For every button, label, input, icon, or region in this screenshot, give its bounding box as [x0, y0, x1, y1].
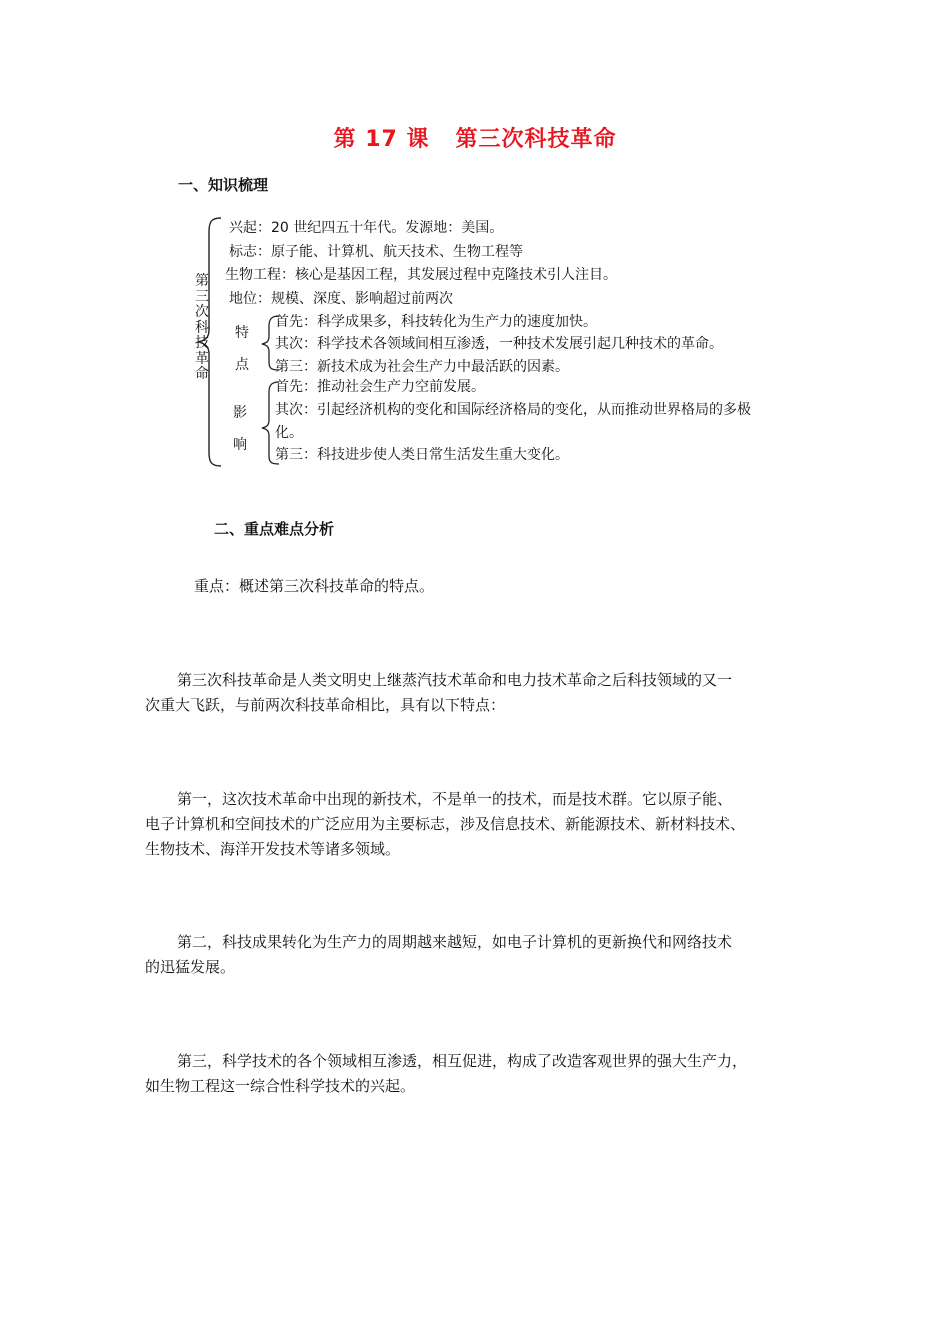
paragraph-line: 第三，科学技术的各个领域相互渗透，相互促进，构成了改造客观世界的强大生产力， — [177, 1052, 748, 1070]
feature-item: 第三：新技术成为社会生产力中最活跃的因素。 — [275, 359, 569, 375]
diagram-line-status: 地位：规模、深度、影响超过前两次 — [229, 291, 453, 307]
impact-item: 首先：推动社会生产力空前发展。 — [275, 379, 485, 395]
paragraph-line: 的迅猛发展。 — [145, 958, 236, 976]
features-label-2: 点 — [235, 357, 249, 373]
paragraph-line: 第二，科技成果转化为生产力的周期越来越短，如电子计算机的更新换代和网络技术 — [177, 933, 733, 951]
paragraph-line: 生物技术、海洋开发技术等诸多领域。 — [145, 840, 401, 858]
feature-item: 首先：科学成果多，科技转化为生产力的速度加快。 — [275, 314, 597, 330]
root-char: 次 — [195, 304, 209, 320]
section-heading-analysis: 二、重点难点分析 — [214, 520, 335, 538]
feature-paragraph-1 — [145, 787, 745, 862]
root-label — [193, 274, 211, 383]
root-char: 技 — [195, 335, 209, 351]
feature-paragraph-3 — [145, 1049, 747, 1099]
impact-label-2: 响 — [233, 437, 247, 453]
features-label-1: 特 — [235, 325, 249, 341]
key-point: 重点：概述第三次科技革命的特点。 — [194, 577, 435, 595]
root-char: 科 — [195, 319, 209, 336]
feature-paragraph-2 — [145, 930, 732, 980]
intro-paragraph — [145, 668, 732, 718]
root-char: 命 — [195, 366, 209, 382]
root-char: 三 — [195, 288, 209, 305]
diagram-line-origin: 兴起：20 世纪四五十年代。发源地：美国。 — [229, 220, 504, 236]
impact-item: 化。 — [275, 425, 303, 441]
feature-item: 其次：科学技术各领域间相互渗透，一种技术发展引起几种技术的革命。 — [275, 336, 723, 352]
lesson-number: 第 17 课 — [333, 127, 430, 152]
lesson-name: 第三次科技革命 — [455, 127, 617, 152]
paragraph-line: 第一，这次技术革命中出现的新技术，不是单一的技术，而是技术群。它以原子能、 — [177, 790, 733, 808]
intro-line: 次重大飞跃，与前两次科技革命相比，具有以下特点： — [145, 696, 506, 714]
paragraph-line: 如生物工程这一综合性科学技术的兴起。 — [145, 1077, 416, 1095]
paragraph-line: 电子计算机和空间技术的广泛应用为主要标志，涉及信息技术、新能源技术、新材料技术、 — [145, 815, 746, 833]
impact-item: 第三：科技进步使人类日常生活发生重大变化。 — [275, 447, 569, 463]
impact-item: 其次：引起经济机构的变化和国际经济格局的变化，从而推动世界格局的多极 — [275, 402, 751, 418]
section-heading-knowledge: 一、知识梳理 — [178, 176, 269, 194]
diagram-line-bioeng: 生物工程：核心是基因工程，其发展过程中克隆技术引人注目。 — [225, 267, 617, 283]
intro-line: 第三次科技革命是人类文明史上继蒸汽技术革命和电力技术革命之后科技领域的又一 — [177, 671, 733, 689]
knowledge-diagram — [185, 212, 805, 474]
impact-label-1: 影 — [233, 405, 247, 421]
root-char: 第 — [195, 273, 209, 289]
root-char: 革 — [195, 350, 209, 367]
page-title — [0, 122, 950, 153]
diagram-line-markers: 标志：原子能、计算机、航天技术、生物工程等 — [229, 244, 523, 260]
